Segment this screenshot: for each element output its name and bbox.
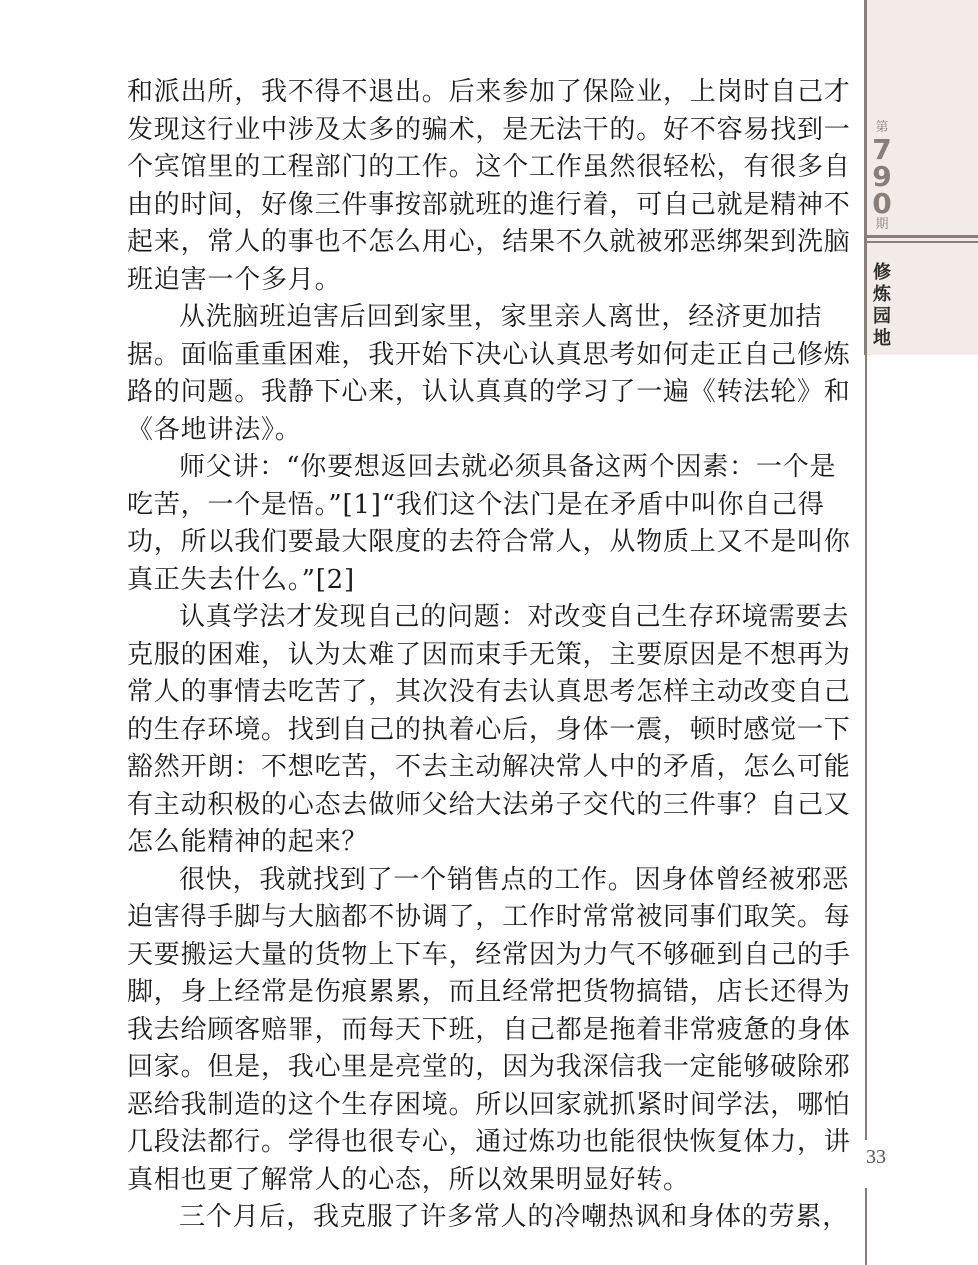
paragraph: 师父讲：“你要想返回去就必须具备这两个因素：一个是吃苦，一个是悟。”[1]“我们这个法门是在矛盾中叫你自己得功，所以我们要最大限度的去符合常人，从物质上又不是叫你真正失去什么。”[2]	[127, 452, 851, 595]
issue-suffix: 期	[875, 217, 889, 232]
paragraph: 很快，我就找到了一个销售点的工作。因身体曾经被邪恶迫害得手脚与大脑都不协调了，工作时常常被同事们取笑。每天要搬运大量的货物上下车，经常因为力气不够砸到自己的手脚，身上经常是伤痕累累，而且经常把货物搞错，店长还得为我去给顾客赔罪，而每天下班，自己都是拖着非常疲惫的身体回家。但是，我心里是亮堂的，因为我深信我一定能够破除邪恶给我制造的这个生存困境。所以回家就抓紧时间学法，哪怕几段法都行。学得也很专心，通过炼功也能很快恢复体力，讲真相也更了解常人的心态，所以效果明显好转。	[127, 864, 851, 1195]
paragraph: 三个月后，我克服了许多常人的冷嘲热讽和身体的劳累，	[179, 1202, 850, 1232]
section-divider-top	[867, 235, 978, 238]
page-number: 33	[866, 1146, 886, 1168]
section-divider-bottom	[867, 241, 978, 243]
margin-line-middle	[865, 355, 867, 1140]
issue-label	[867, 120, 897, 233]
paragraph: 和派出所，我不得不退出。后来参加了保险业，上岗时自己才发现这行业中涉及太多的骗术，是无法干的。好不容易找到一个宾馆里的工程部门的工作。这个工作虽然很轻松，有很多自由的时间，好像三件事按部就班的進行着，可自己就是精神不起来，常人的事也不怎么用心，结果不久就被邪恶绑架到洗脑班迫害一个多月。	[127, 77, 851, 295]
article-body	[127, 74, 857, 1237]
section-title: 修 炼 园 地	[873, 262, 891, 349]
paragraph: 从洗脑班迫害后回到家里，家里亲人离世，经济更加拮据。面临重重困难，我开始下决心认真思考如何走正自己修炼路的问题。我静下心来，认认真真的学习了一遍《转法轮》和《各地讲法》。	[127, 302, 851, 445]
paragraph: 认真学法才发现自己的问题：对改变自己生存环境需要去克服的困难，认为太难了因而束手无策，主要原因是不想再为常人的事情去吃苦了，其次没有去认真思考怎样主动改变自己的生存环境。找到自己的执着心后，身体一震，顿时感觉一下豁然开朗：不想吃苦，不去主动解决常人中的矛盾，怎么可能有主动积极的心态去做师父给大法弟子交代的三件事？自己又怎么能精神的起来？	[127, 602, 851, 857]
issue-prefix: 第	[875, 120, 889, 135]
issue-number: 7 9 0	[872, 133, 892, 220]
margin-line-lower	[865, 1188, 867, 1265]
